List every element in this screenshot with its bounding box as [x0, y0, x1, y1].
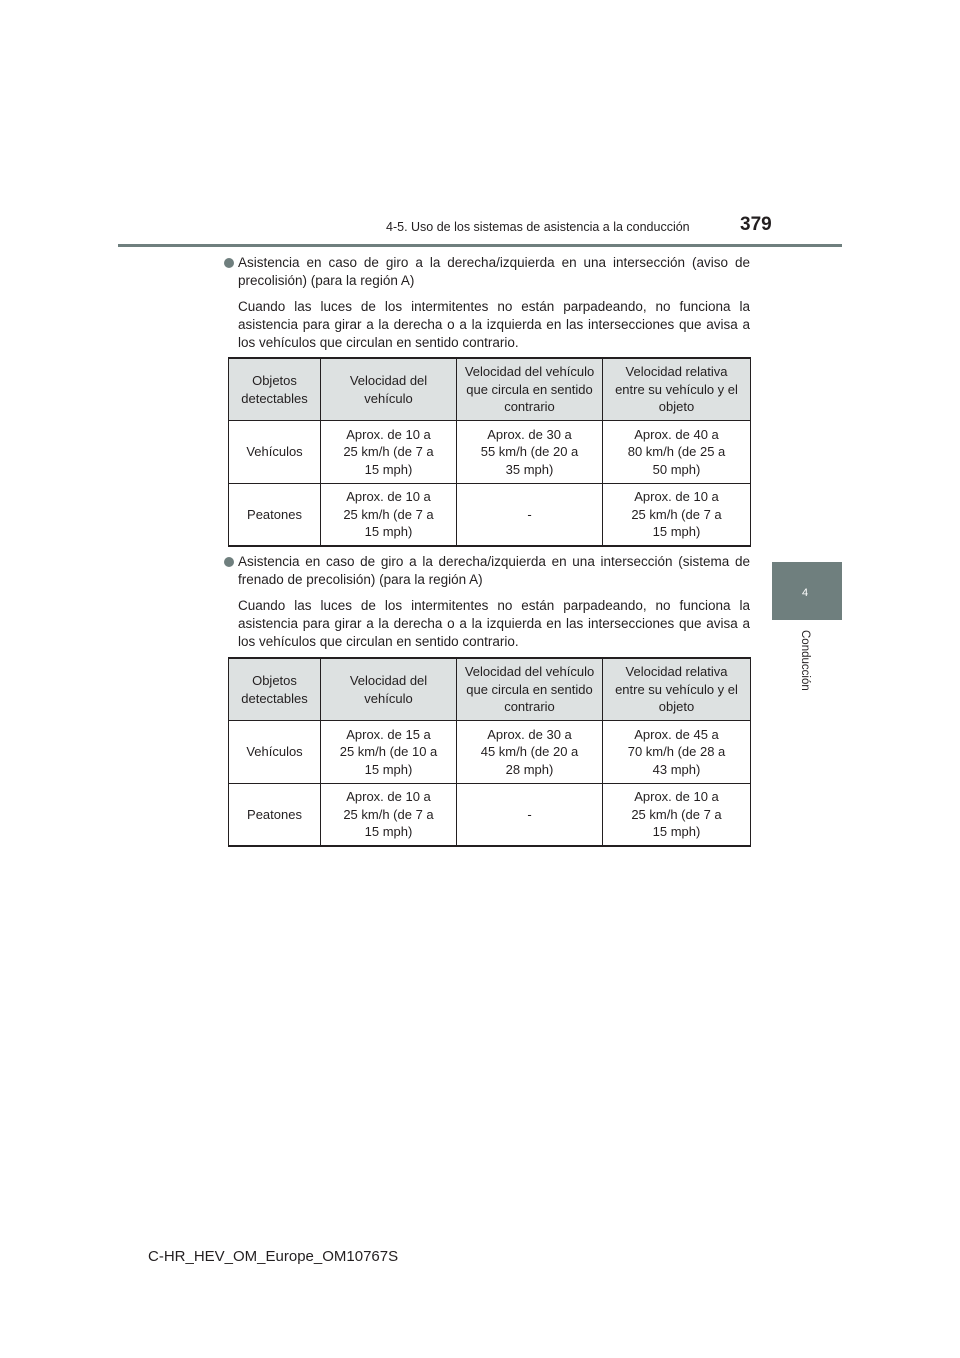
footer-document-code: C-HR_HEV_OM_Europe_OM10767S: [148, 1248, 399, 1265]
page-number: 379: [740, 214, 772, 235]
table-cell: -: [457, 484, 603, 547]
table-header-cell: Velocidad del vehículo que circula en sentido contrario: [457, 358, 603, 421]
table-header-row: [229, 658, 751, 721]
table-cell: Aprox. de 30 a 55 km/h (de 20 a 35 mph): [457, 421, 603, 484]
table-cell: Vehículos: [229, 421, 321, 484]
header-section-title: 4-5. Uso de los sistemas de asistencia a la conducción: [386, 220, 690, 234]
table-cell: Vehículos: [229, 721, 321, 784]
table-cell: -: [457, 784, 603, 847]
table-cell: Aprox. de 10 a 25 km/h (de 7 a 15 mph): [603, 484, 751, 547]
table-cell: Peatones: [229, 784, 321, 847]
speed-table-frenado: [228, 657, 751, 847]
table-cell: Peatones: [229, 484, 321, 547]
table-header-cell: Objetos detectables: [229, 358, 321, 421]
body-paragraph: Cuando las luces de los intermitentes no están parpadeando, no funciona la asistencia para girar a la derecha o a la izquierda en las intersecciones que avisa a los vehículos que circulan en sentido contrario.: [238, 299, 750, 350]
table-header-cell: Objetos detectables: [229, 658, 321, 721]
section-frenado-precolision: [222, 553, 750, 651]
table-row: [229, 421, 751, 484]
table-cell: Aprox. de 40 a 80 km/h (de 25 a 50 mph): [603, 421, 751, 484]
table-header-cell: Velocidad relativa entre su vehículo y el objeto: [603, 358, 751, 421]
bullet-heading: [222, 254, 750, 290]
table-row: [229, 721, 751, 784]
table-cell: Aprox. de 10 a 25 km/h (de 7 a 15 mph): [603, 784, 751, 847]
section-aviso-precolision: [222, 254, 750, 352]
chapter-tab[interactable]: [772, 562, 842, 620]
table-cell: Aprox. de 30 a 45 km/h (de 20 a 28 mph): [457, 721, 603, 784]
table-header-cell: Velocidad del vehículo: [321, 658, 457, 721]
table-cell: Aprox. de 15 a 25 km/h (de 10 a 15 mph): [321, 721, 457, 784]
bullet-text: Asistencia en caso de giro a la derecha/izquierda en una intersección (sistema de frenado de precolisión) (para la región A): [238, 554, 750, 587]
body-paragraph: Cuando las luces de los intermitentes no están parpadeando, no funciona la asistencia para girar a la derecha o a la izquierda en las intersecciones que avisa a los vehículos que circulan en sentido contrario.: [238, 598, 750, 649]
table-row: [229, 784, 751, 847]
bullet-dot-icon: [224, 258, 234, 268]
header-divider: [118, 244, 842, 247]
table-cell: Aprox. de 45 a 70 km/h (de 28 a 43 mph): [603, 721, 751, 784]
table-cell: Aprox. de 10 a 25 km/h (de 7 a 15 mph): [321, 484, 457, 547]
bullet-text: Asistencia en caso de giro a la derecha/izquierda en una intersección (aviso de precolisión) (para la región A): [238, 255, 750, 288]
table-header-cell: Velocidad del vehículo que circula en sentido contrario: [457, 658, 603, 721]
table-header-row: [229, 358, 751, 421]
chapter-tab-label: Conducción: [799, 630, 811, 691]
table-cell: Aprox. de 10 a 25 km/h (de 7 a 15 mph): [321, 421, 457, 484]
speed-table-aviso: [228, 357, 751, 547]
table-cell: Aprox. de 10 a 25 km/h (de 7 a 15 mph): [321, 784, 457, 847]
table-header-cell: Velocidad relativa entre su vehículo y el objeto: [603, 658, 751, 721]
bullet-dot-icon: [224, 557, 234, 567]
bullet-heading: [222, 553, 750, 589]
chapter-tab-number: 4: [802, 587, 809, 599]
table-row: [229, 484, 751, 547]
table-header-cell: Velocidad del vehículo: [321, 358, 457, 421]
